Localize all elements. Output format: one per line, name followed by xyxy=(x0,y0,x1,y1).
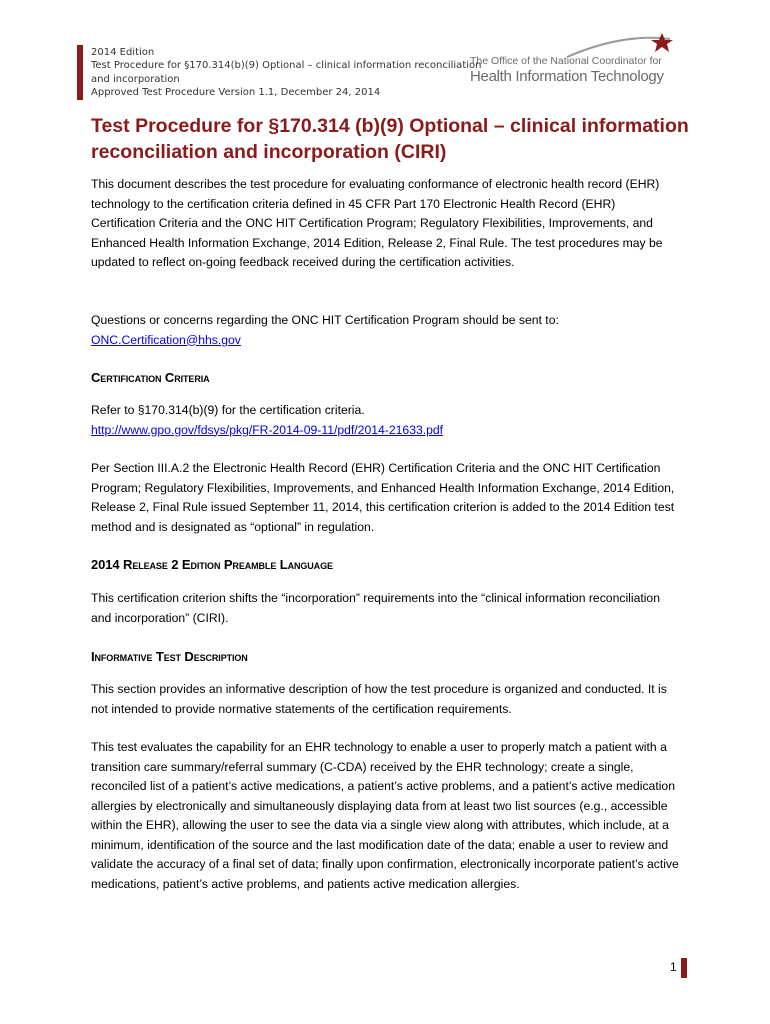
preamble-text: This certification criterion shifts the “incorporation” requirements into the “clinical information reconciliation and incorporation” (CIRI). xyxy=(91,591,660,625)
header-edition: 2014 Edition xyxy=(91,47,155,58)
preamble-heading: 2014 Release 2 Edition Preamble Language xyxy=(91,557,333,572)
contact-email-link[interactable]: ONC.Certification@hhs.gov xyxy=(91,332,241,347)
logo-line1: The Office of the National Coordinator for xyxy=(470,55,662,67)
document-header xyxy=(91,46,482,99)
onc-logo xyxy=(470,31,680,87)
questions-paragraph xyxy=(91,311,681,350)
title-line1: Test Procedure for §170.314 (b)(9) Optional – clinical information xyxy=(91,115,689,137)
header-procedure-line-cont: and incorporation xyxy=(91,73,180,85)
header-version: Approved Test Procedure Version 1.1, December 24, 2014 xyxy=(91,86,381,98)
intro-paragraph: This document describes the test procedure for evaluating conformance of electronic health record (EHR) technology to the certification criteria defined in 45 CFR Part 170 Electronic Health Record (EHR) Certification Criteria and the ONC HIT Certification Program; Regulatory Flexibilities, Improvements, and Enhanced Health Information Exchange, 2014 Edition, Release 2, Final Rule. The test procedures may be updated to reflect on-going feedback received during the certification activities. xyxy=(91,177,663,269)
header-accent-bar xyxy=(77,45,83,100)
footer-accent-bar xyxy=(681,958,687,978)
certification-criteria-heading: Certification Criteria xyxy=(91,370,210,385)
header-procedure-line: Test Procedure for §170.314(b)(9) Optional – clinical information reconciliation xyxy=(91,60,482,72)
federal-register-link[interactable]: http://www.gpo.gov/fdsys/pkg/FR-2014-09-11/pdf/2014-21633.pdf xyxy=(91,422,444,437)
certification-per-section: Per Section III.A.2 the Electronic Health Record (EHR) Certification Criteria and the ONC HIT Certification Program; Regulatory Flexibilities, Improvements, and Enhanced Health Information Exchange, 2014 Edition, Release 2, Final Rule issued September 11, 2014, this certification criterion is added to the 2014 Edition test method and is designated as “optional” in regulation. xyxy=(91,461,675,534)
certification-refer xyxy=(91,401,681,440)
informative-heading: Informative Test Description xyxy=(91,649,248,664)
logo-line2: Health Information Technology xyxy=(470,68,664,85)
informative-text2: This test evaluates the capability for an EHR technology to enable a user to properly match a patient with a transition care summary/referral summary (C-CDA) received by the EHR technology; create a single, reconciled list of a patient’s active medications, a patient’s active problems, and a patient’s active medication allergies by electronically and simultaneously displaying data from at least two list sources (e.g., accessible within the EHR), allowing the user to see the data via a single view along with attributes, which include, at a minimum, identification of the source and the last modification date of the data; enable a user to review and validate the accuracy of a final set of data; finally upon confirmation, electronically incorporate patient’s active medications, patient’s active problems, and patients active medication allergies. xyxy=(91,740,679,891)
questions-text: Questions or concerns regarding the ONC HIT Certification Program should be sent to: xyxy=(91,313,559,327)
title-line2: reconciliation and incorporation (CIRI) xyxy=(91,141,447,163)
informative-text1: This section provides an informative description of how the test procedure is organized and conducted. It is not intended to provide normative statements of the certification requirements. xyxy=(91,682,667,716)
page-title xyxy=(91,113,691,165)
certification-refer-text: Refer to §170.314(b)(9) for the certification criteria. xyxy=(91,403,365,417)
page-number: 1 xyxy=(670,960,677,974)
